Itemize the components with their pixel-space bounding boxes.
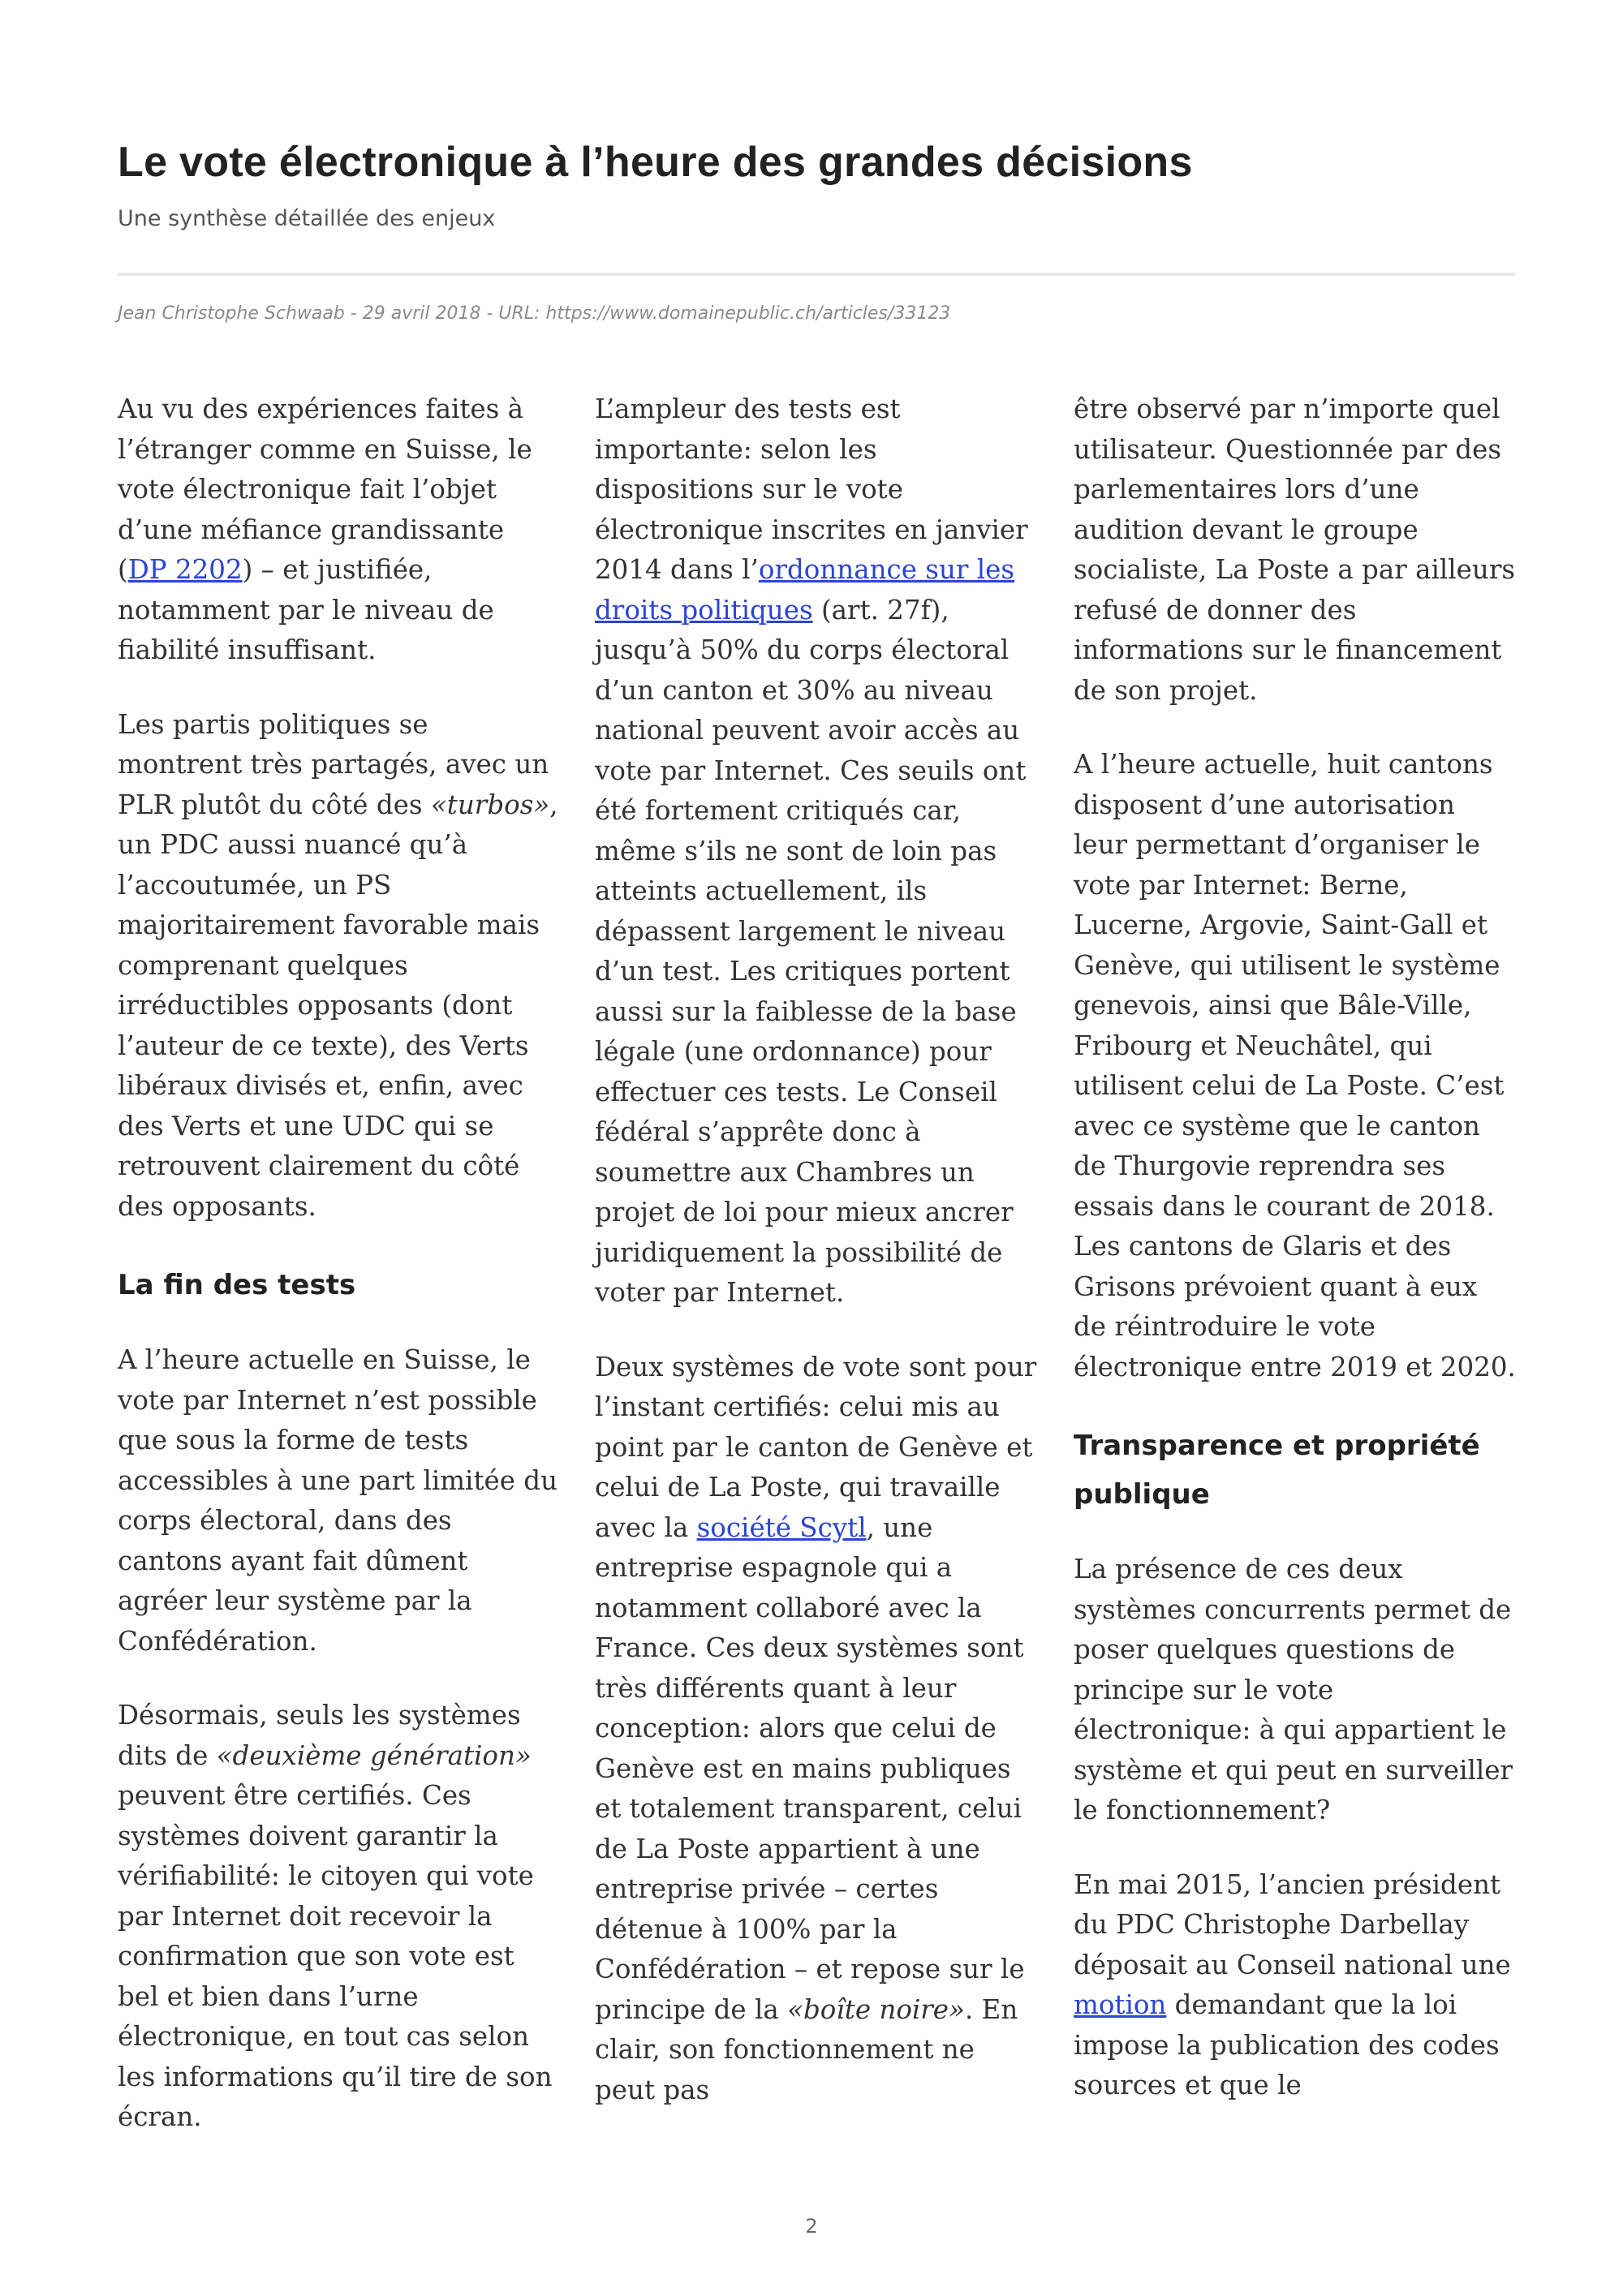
paragraph: Deux systèmes de vote sont pour l’instant certifiés: celui mis au point par le canton de Genève et celui de La Poste, qui travaille avec la société Scytl, une entreprise espagnole qui a notamment collaboré avec la France. Ces deux systèmes sont très différents quant à leur conception: alors que celui de Genève est en mains publiques et totalement transparent, celui de La Poste appartient à une entreprise privée – certes détenue à 100% par la Confédération – et repose sur le principe de la «boîte noire». En clair, son fonctionnement ne peut pas	[595, 1351, 1037, 2105]
paragraph: La présence de ces deux systèmes concurrents permet de poser quelques questions de principe sur le vote électronique: à qui appartient le système et qui peut en surveiller le fonctionnement?	[1074, 1554, 1513, 1825]
link-motion[interactable]: motion	[1074, 1989, 1167, 2020]
paragraph: A l’heure actuelle en Suisse, le vote par Internet n’est possible que sous la forme de tests accessibles à une part limitée du corps électoral, dans des cantons ayant fait dûment agréer leur système par la Confédération.	[118, 1344, 558, 1657]
article-subtitle: Une synthèse détaillée des enjeux	[118, 206, 496, 231]
article-title: Le vote électronique à l’heure des grandes décisions	[118, 139, 1193, 186]
link-ordonnance[interactable]: ordonnance sur les droits politiques	[595, 554, 1015, 626]
paragraph: être observé par n’importe quel utilisateur. Questionnée par des parlementaires lors d’une audition devant le groupe socialiste, La Poste a par ailleurs refusé de donner des informations sur le financement de son projet.	[1074, 393, 1516, 706]
section-heading-fin-des-tests: La fin des tests	[118, 1269, 356, 1301]
text-column-2	[595, 389, 1037, 2144]
paragraph: Désormais, seuls les systèmes dits de «deuxième génération» peuvent être certifiés. Ces systèmes doivent garantir la vérifiabilité: le citoyen qui vote par Internet doit recevoir la confirmation que son vote est bel et bien dans l’urne électronique, en tout cas selon les informations qu’il tire de son écran.	[118, 1700, 553, 2132]
text-column-3	[1074, 389, 1516, 2140]
paragraph: En mai 2015, l’ancien président du PDC Christophe Darbellay déposait au Conseil national une motion demandant que la loi impose la publication des codes sources et que le	[1074, 1868, 1511, 2100]
paragraph: Les partis politiques se montrent très partagés, avec un PLR plutôt du côté des «turbos», un PDC aussi nuancé qu’à l’accoutumée, un PS majoritairement favorable mais comprenant quelques irréductibles opposants (dont l’auteur de ce texte), des Verts libéraux divisés et, enfin, avec des Verts et une UDC qui se retrouvent clairement du côté des opposants.	[118, 708, 558, 1222]
text-column-1	[118, 389, 560, 2172]
article-byline: Jean Christophe Schwaab - 29 avril 2018 - URL: https://www.domainepublic.ch/articles/33123	[118, 303, 951, 324]
link-societe-scytl[interactable]: société Scytl	[696, 1511, 867, 1543]
paragraph: L’ampleur des tests est importante: selon les dispositions sur le vote électronique inscrites en janvier 2014 dans l’ordonnance sur les droits politiques (art. 27f), jusqu’à 50% du corps électoral d’un canton et 30% au niveau national peuvent avoir accès au vote par Internet. Ces seuils ont été fortement critiqués car, même s’ils ne sont de loin pas atteints actuellement, ils dépassent largement le niveau d’un test. Les critiques portent aussi sur la faiblesse de la base légale (une ordonnance) pour effectuer ces tests. Le Conseil fédéral s’apprête donc à soumettre aux Chambres un projet de loi pour mieux ancrer juridiquement la possibilité de voter par Internet.	[595, 393, 1028, 1308]
page-number: 2	[805, 2215, 818, 2238]
section-heading-transparence: Transparence et propriété publique	[1074, 1430, 1480, 1511]
header-divider	[118, 273, 1515, 276]
link-dp-2202[interactable]: DP 2202	[127, 554, 243, 585]
paragraph: A l’heure actuelle, huit cantons disposent d’une autorisation leur permettant d’organiser le vote par Internet: Berne, Lucerne, Argovie, Saint-Gall et Genève, qui utilisent le système genevois, ainsi que Bâle-Ville, Fribourg et Neuchâtel, qui utilisent celui de La Poste. C’est avec ce système que le canton de Thurgovie reprendra ses essais dans le courant de 2018. Les cantons de Glaris et des Grisons prévoient quant à eux de réintroduire le vote électronique entre 2019 et 2020.	[1074, 749, 1516, 1382]
paragraph: Au vu des expériences faites à l’étranger comme en Suisse, le vote électronique fait l’objet d’une méfiance grandissante (DP 2202) – et justifiée, notamment par le niveau de fiabilité insuffisant.	[118, 393, 532, 665]
